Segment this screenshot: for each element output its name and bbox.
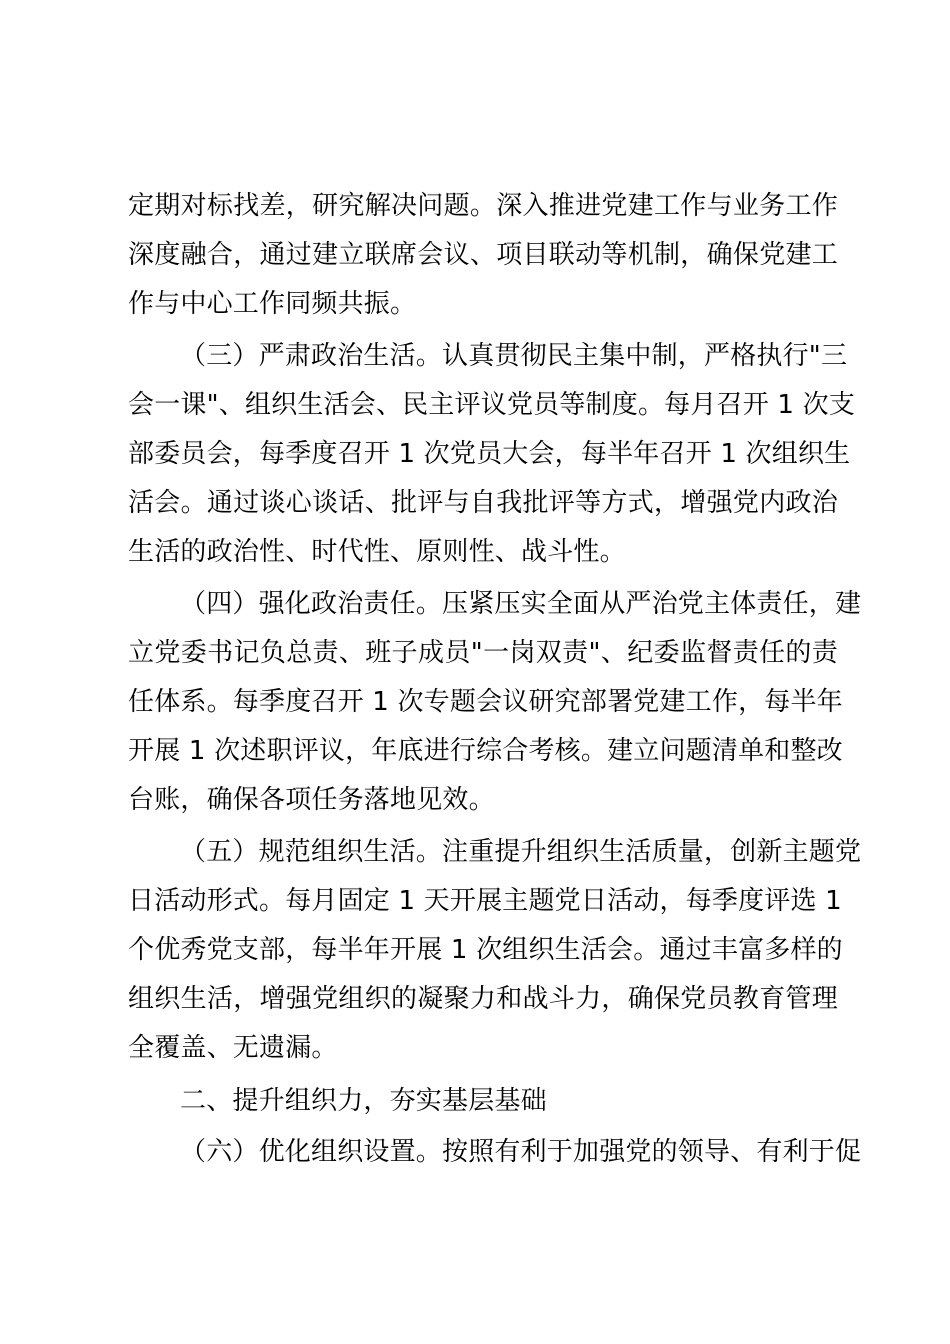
paragraph-line: 立党委书记负总责、班子成员"一岗双责"、纪委监督责任的责: [128, 638, 838, 668]
section-five-first-line: （五）规范组织生活。注重提升组织生活质量，创新主题党: [180, 837, 862, 867]
paragraph-line: 活会。通过谈心谈话、批评与自我批评等方式，增强党内政治: [128, 488, 838, 518]
paragraph-line: 全覆盖、无遗漏。: [128, 1033, 338, 1063]
paragraph-line: 深度融合，通过建立联席会议、项目联动等机制，确保党建工: [128, 240, 838, 270]
paragraph-line: 台账，确保各项任务落地见效。: [128, 785, 495, 815]
paragraph-line: 任体系。每季度召开 1 次专题会议研究部署党建工作，每半年: [128, 687, 843, 717]
paragraph-line: 生活的政治性、时代性、原则性、战斗性。: [128, 537, 626, 567]
section-three-first-line: （三）严肃政治生活。认真贯彻民主集中制，严格执行"三: [180, 341, 848, 371]
paragraph-line: 开展 1 次述职评议，年底进行综合考核。建立问题清单和整改: [128, 736, 843, 766]
section-heading: 二、提升组织力，夯实基层基础: [180, 1086, 547, 1116]
paragraph-line: 作与中心工作同频共振。: [128, 289, 417, 319]
paragraph-line: 部委员会，每季度召开 1 次党员大会，每半年召开 1 次组织生: [128, 439, 851, 469]
section-four-first-line: （四）强化政治责任。压紧压实全面从严治党主体责任，建: [180, 589, 862, 619]
section-six-first-line: （六）优化组织设置。按照有利于加强党的领导、有利于促: [180, 1137, 862, 1167]
paragraph-line: 个优秀党支部，每半年开展 1 次组织生活会。通过丰富多样的: [128, 935, 843, 965]
paragraph-line: 组织生活，增强党组织的凝聚力和战斗力，确保党员教育管理: [128, 984, 838, 1014]
paragraph-line: 定期对标找差，研究解决问题。深入推进党建工作与业务工作: [128, 191, 838, 221]
paragraph-line: 会一课"、组织生活会、民主评议党员等制度。每月召开 1 次支: [128, 390, 856, 420]
paragraph-line: 日活动形式。每月固定 1 天开展主题党日活动，每季度评选 1: [128, 886, 842, 916]
